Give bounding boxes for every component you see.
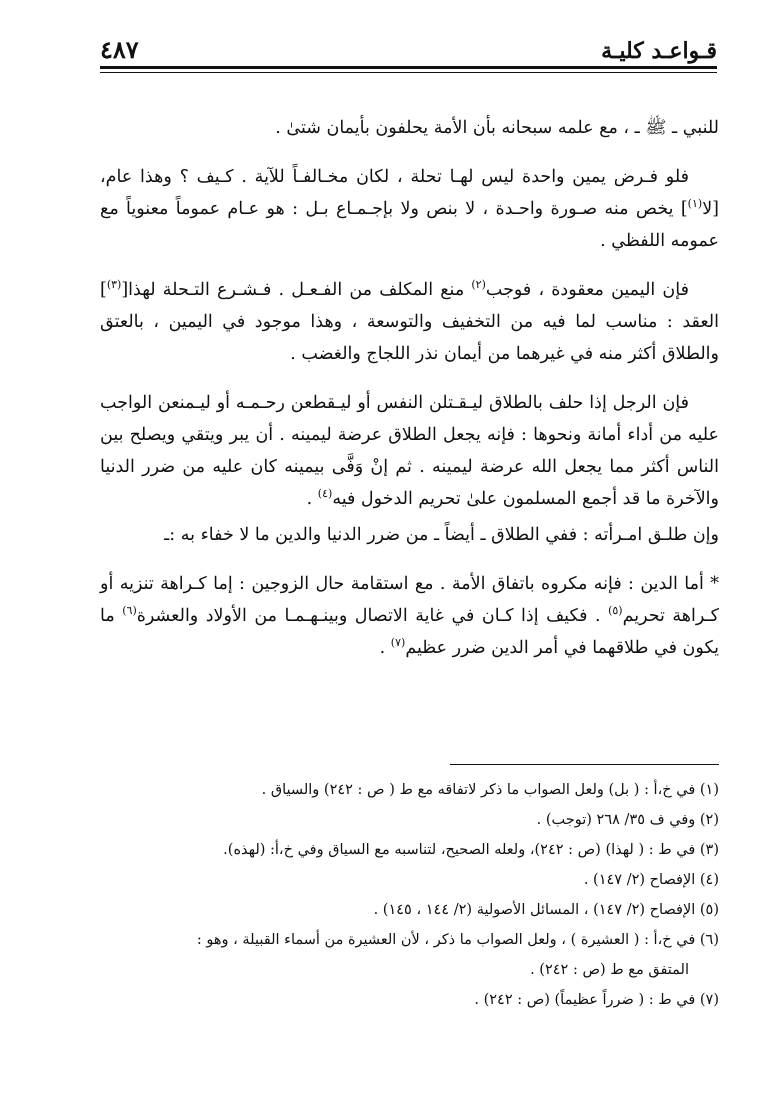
footnotes <box>100 775 719 1015</box>
page-header <box>100 28 717 64</box>
paragraph-1-text: للنبي ـ ﷺ ـ ، مع علمه سبحانه بأن الأمة يحلفون بأيمان شتىٰ . <box>275 118 719 138</box>
footnote-ref-1[interactable]: (١) <box>687 197 703 211</box>
paragraph-4-text-b: . <box>306 489 318 509</box>
paragraph-6-text-c: ما يكون في طلاقهما في أمر الدين ضرر عظيم <box>100 606 719 658</box>
footnote-ref-5[interactable]: (٥) <box>608 604 623 618</box>
footnote-6: (٦) في خ،أ : ( العشيرة ) ، ولعل الصواب ما ذكر ، لأن العشيرة من أسماء القبيلة ، وهو : <box>196 932 719 948</box>
header-rule-thin <box>100 72 717 73</box>
paragraph-2-text-a: فلو فـرض يمين واحدة ليس لهـا تحلة ، لكان مخـالفـاً للآية . كـيف ؟ وهذا عام، [لا <box>100 167 719 219</box>
paragraph-1 <box>100 112 719 144</box>
paragraph-6 <box>100 568 719 664</box>
paragraph-4 <box>100 387 719 515</box>
header-rule-thick <box>100 66 717 69</box>
footnote-6-continuation: المتفق مع ط (ص : ٢٤٢) . <box>530 962 689 978</box>
paragraph-2-text-b: ] يخص منه صـورة واحـدة ، لا بنص ولا بإجـمـاع بـل : هو عـام عموماً معنوياً مع عمومه اللفظي . <box>100 199 719 251</box>
footnote-7: (٧) في ط : ( ضرراً عظيماً) (ص : ٢٤٢) . <box>474 992 719 1008</box>
footnote-2: (٢) وفي ف ٣٥/ ٢٦٨ (توجب) . <box>536 812 719 828</box>
running-title: قـواعـد كليـة <box>601 38 717 64</box>
paragraph-4-text-a: فإن الرجل إذا حلف بالطلاق ليـقـتلن النفس أو ليـقطعن رحـمـه أو ليـمنعن الواجب عليه من أداء أمانة ونحوها : فإنه يجعل الطلاق عرضة ليمينه . أن يبر ويتقي ويصلح بين الناس أكثر مما يجعل الله عرضة ليمينه . ثم إنْ وَفَّى بيمينه كان عليه من ضرر الدنيا والآخرة ما قد أجمع المسلمون علىٰ تحريم الدخول فيه <box>100 393 719 509</box>
footnote-separator <box>450 764 719 765</box>
paragraph-6-text-a: * أما الدين : فإنه مكروه باتفاق الأمة . مع استقامة حال الزوجين : إما كـراهة تنزيه أو كـراهة تحريم <box>100 574 720 626</box>
paragraph-5-text: وإن طلـق امـرأته : ففي الطلاق ـ أيضاً ـ من ضرر الدنيا والدين ما لا خفاء به :ـ <box>164 525 719 545</box>
footnote-1: (١) في خ،أ : ( بل) ولعل الصواب ما ذكر لاتفاقه مع ط ( ص : ٢٤٢) والسياق . <box>261 782 719 798</box>
footnote-ref-7[interactable]: (٧) <box>390 636 406 650</box>
footnote-4: (٤) الإفصاح (٢/ ١٤٧) . <box>583 872 719 888</box>
paragraph-3-text-b: منع المكلف من الفـعـل . فـشـرع التـحلة لهذا[ <box>121 280 472 300</box>
footnote-3: (٣) في ط : ( لهذا) (ص : ٢٤٢)، ولعله الصحيح، لتناسبه مع السياق وفي خ،أ: (لهذه). <box>223 842 719 858</box>
paragraph-3 <box>100 274 719 370</box>
footnote-ref-3[interactable]: (٣) <box>106 278 122 292</box>
paragraph-5 <box>100 519 719 551</box>
footnote-ref-4[interactable]: (٤) <box>317 487 333 501</box>
footnote-5: (٥) الإفصاح (٢/ ١٤٧) ، المسائل الأصولية (٢/ ١٤٤ ، ١٤٥) . <box>373 902 719 918</box>
main-text <box>100 112 719 681</box>
paragraph-6-text-d: . <box>379 638 391 658</box>
paragraph-3-text-c: ] العقد : مناسب لما فيه من التخفيف والتوسعة ، وهذا موجود في اليمين ، بالعتق والطلاق أكثر منه في غيرهما من أيمان نذر اللجاج والغضب . <box>100 280 719 364</box>
paragraph-3-text-a: فإن اليمين معقودة ، فوجب <box>485 280 689 300</box>
page-number: ٤٨٧ <box>100 35 139 64</box>
paragraph-6-text-b: . فكيف إذا كـان في غاية الاتصال وبينـهـمـا من الأولاد والعشرة <box>136 606 609 626</box>
footnote-ref-2[interactable]: (٢) <box>471 278 486 292</box>
footnote-ref-6[interactable]: (٦) <box>122 604 137 618</box>
paragraph-2 <box>100 161 719 257</box>
